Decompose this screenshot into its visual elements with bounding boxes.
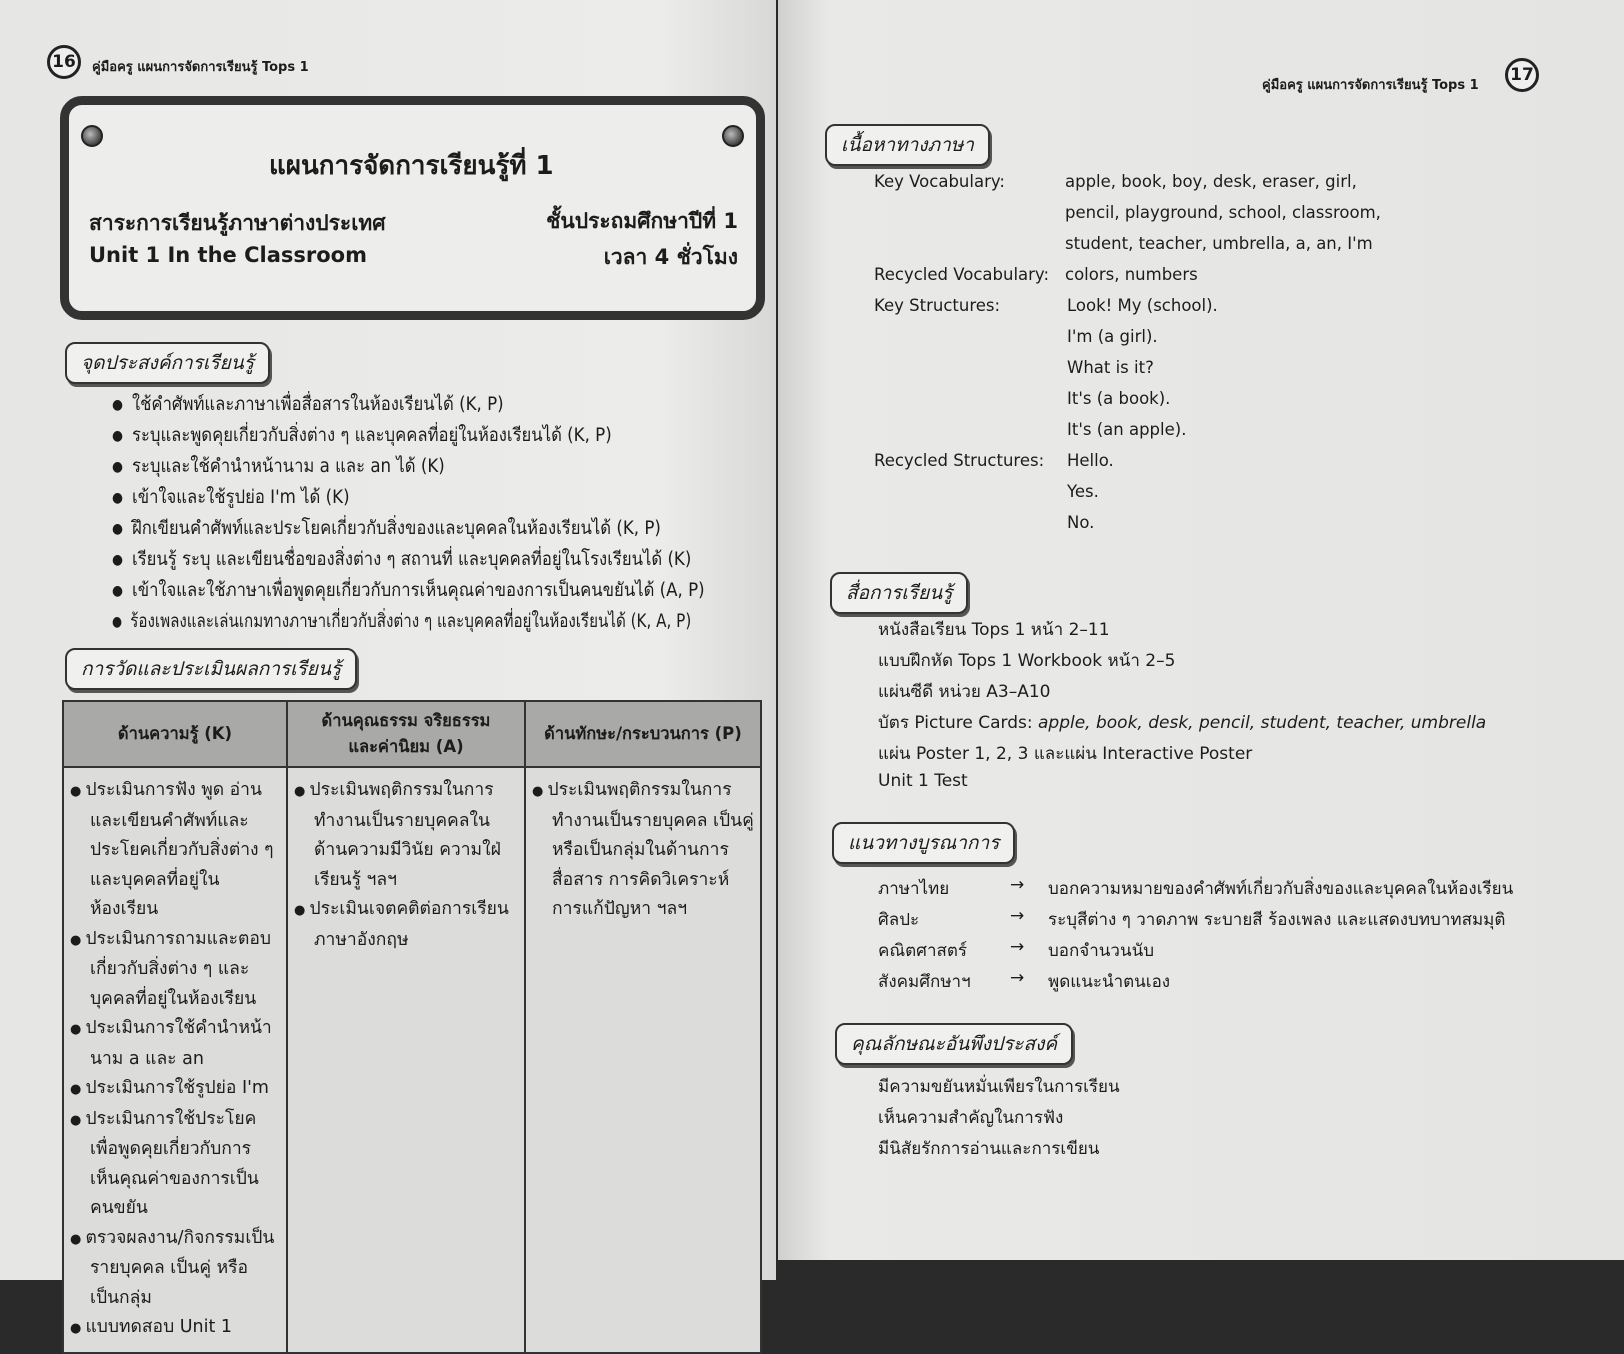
section-label-language: เนื้อหาทางภาษา [825,124,990,166]
objective-item: ● ฝึกเขียนคำศัพท์และประโยคเกี่ยวกับสิ่งของและบุคคลในห้องเรียนได้ (K, P) [112,514,661,543]
objective-item: ● ใช้คำศัพท์และภาษาเพื่อสื่อสารในห้องเรียนได้ (K, P) [112,390,504,419]
vocab-label: Recycled Structures: [874,451,1045,470]
attitude-cell [287,767,525,1353]
vocab-value: student, teacher, umbrella, a, an, I'm [1065,234,1373,253]
objective-item: ● เข้าใจและใช้รูปย่อ I'm ได้ (K) [112,483,350,512]
assessment-item: ● ประเมินการใช้ประโยคเพื่อพูดคุยเกี่ยวกับการเห็นคุณค่าของการเป็นคนขยัน [70,1105,280,1224]
integration-subject: ศิลปะ [878,910,920,930]
vocab-value: pencil, playground, school, classroom, [1065,203,1381,222]
vocab-value: Look! My (school). [1067,296,1218,315]
screw-icon [81,125,103,147]
objective-item: ● ระบุและใช้คำนำหน้านาม a และ an ได้ (K) [112,452,445,481]
assessment-item: ● แบบทดสอบ Unit 1 [70,1313,280,1344]
title-box [60,96,765,320]
left-page [0,0,776,1337]
screw-icon [722,125,744,147]
material-item: แผ่นซีดี หน่วย A3–A10 [878,682,1051,702]
vocab-value: I'm (a girl). [1067,327,1158,346]
page-number: 17 [1505,58,1539,92]
skills-cell [525,767,761,1353]
page-number: 16 [47,45,81,79]
vocab-value: No. [1067,513,1095,532]
vocab-value: It's (a book). [1067,389,1171,408]
grade-level: ชั้นประถมศึกษาปีที่ 1 [546,209,738,233]
vocab-label: Key Vocabulary: [874,172,1005,191]
arrow-icon: → [1010,937,1025,957]
arrow-icon: → [1010,968,1025,988]
vocab-value: colors, numbers [1065,265,1198,284]
material-item: แบบฝึกหัด Tops 1 Workbook หน้า 2–5 [878,651,1176,671]
column-header: ด้านความรู้ (K) [63,701,287,767]
section-label-materials: สื่อการเรียนรู้ [830,572,968,614]
vocab-label: Key Structures: [874,296,1001,315]
section-label-objectives: จุดประสงค์การเรียนรู้ [65,342,270,384]
unit-title: Unit 1 In the Classroom [89,243,367,267]
knowledge-cell [63,767,287,1353]
cards-prefix: บัตร Picture Cards: [878,713,1038,733]
vocab-value: What is it? [1067,358,1154,377]
duration: เวลา 4 ชั่วโมง [603,245,738,269]
assessment-item: ● ประเมินการใช้คำนำหน้านาม a และ an [70,1014,280,1074]
subject-area: สาระการเรียนรู้ภาษาต่างประเทศ [89,211,386,235]
integration-text: บอกจำนวนนับ [1048,941,1155,961]
running-header: คู่มือครู แผนการจัดการเรียนรู้ Tops 1 [1262,78,1479,93]
vocab-value: Yes. [1067,482,1099,501]
characteristic-item: เห็นความสำคัญในการฟัง [878,1108,1064,1128]
integration-subject: คณิตศาสตร์ [878,941,968,961]
objective-item: ● เข้าใจและใช้ภาษาเพื่อพูดคุยเกี่ยวกับการเห็นคุณค่าของการเป็นคนขยันได้ (A, P) [112,576,705,605]
objective-item: ● ร้องเพลงและเล่นเกมทางภาษาเกี่ยวกับสิ่งต่าง ๆ และบุคคลที่อยู่ในห้องเรียนได้ (K, A, P) [112,607,691,636]
integration-text: ระบุสีต่าง ๆ วาดภาพ ระบายสี ร้องเพลง และแสดงบทบาทสมมุติ [1048,910,1506,930]
assessment-item: ● ประเมินการใช้รูปย่อ I'm [70,1074,280,1105]
vocab-value: It's (an apple). [1067,420,1187,439]
plan-title: แผนการจัดการเรียนรู้ที่ 1 [269,151,554,181]
arrow-icon: → [1010,906,1025,926]
material-item: หนังสือเรียน Tops 1 หน้า 2–11 [878,620,1110,640]
column-header: ด้านทักษะ/กระบวนการ (P) [525,701,761,767]
running-header: คู่มือครู แผนการจัดการเรียนรู้ Tops 1 [92,60,309,75]
vocab-value: apple, book, boy, desk, eraser, girl, [1065,172,1357,191]
assessment-item: ● ประเมินพฤติกรรมในการทำงานเป็นรายบุคคล เป็นคู่ หรือเป็นกลุ่มในด้านการสื่อสาร การคิดวิเคราะห์ การแก้ปัญหา ฯลฯ [532,776,754,925]
section-label-integration: แนวทางบูรณาการ [832,822,1015,864]
arrow-icon: → [1010,875,1025,895]
material-item-cards [878,709,1486,736]
vocab-value: Hello. [1067,451,1114,470]
vocab-label: Recycled Vocabulary: [874,265,1050,284]
objective-item: ● ระบุและพูดคุยเกี่ยวกับสิ่งต่าง ๆ และบุคคลที่อยู่ในห้องเรียนได้ (K, P) [112,421,612,450]
material-item: แผ่น Poster 1, 2, 3 และแผ่น Interactive Poster [878,744,1253,764]
characteristic-item: มีความขยันหมั่นเพียรในการเรียน [878,1077,1120,1097]
integration-text: บอกความหมายของคำศัพท์เกี่ยวกับสิ่งของและบุคคลในห้องเรียน [1048,879,1514,899]
assessment-item: ● ประเมินการฟัง พูด อ่าน และเขียนคำศัพท์และประโยคเกี่ยวกับสิ่งต่าง ๆ และบุคคลที่อยู่ในห้องเรียน [70,776,280,925]
assessment-item: ● ประเมินการถามและตอบเกี่ยวกับสิ่งต่าง ๆ และบุคคลที่อยู่ในห้องเรียน [70,925,280,1015]
assessment-table [62,700,762,1354]
characteristic-item: มีนิสัยรักการอ่านและการเขียน [878,1139,1100,1159]
section-label-assessment: การวัดและประเมินผลการเรียนรู้ [65,648,357,690]
objective-item: ● เรียนรู้ ระบุ และเขียนชื่อของสิ่งต่าง ๆ สถานที่ และบุคคลที่อยู่ในโรงเรียนได้ (K) [112,545,691,574]
integration-subject: สังคมศึกษาฯ [878,972,971,992]
material-item: Unit 1 Test [878,771,968,791]
integration-subject: ภาษาไทย [878,879,950,899]
integration-text: พูดแนะนำตนเอง [1048,972,1171,992]
section-label-characteristics: คุณลักษณะอันพึงประสงค์ [835,1023,1073,1065]
assessment-item: ● ตรวจผลงาน/กิจกรรมเป็นรายบุคคล เป็นคู่ หรือเป็นกลุ่ม [70,1224,280,1314]
assessment-item: ● ประเมินเจตคติต่อการเรียนภาษาอังกฤษ [294,895,518,955]
assessment-item: ● ประเมินพฤติกรรมในการทำงานเป็นรายบุคคลในด้านความมีวินัย ความใฝ่เรียนรู้ ฯลฯ [294,776,518,895]
cards-list: apple, book, desk, pencil, student, teacher, umbrella [1038,713,1487,733]
column-header: ด้านคุณธรรม จริยธรรม และค่านิยม (A) [287,701,525,767]
